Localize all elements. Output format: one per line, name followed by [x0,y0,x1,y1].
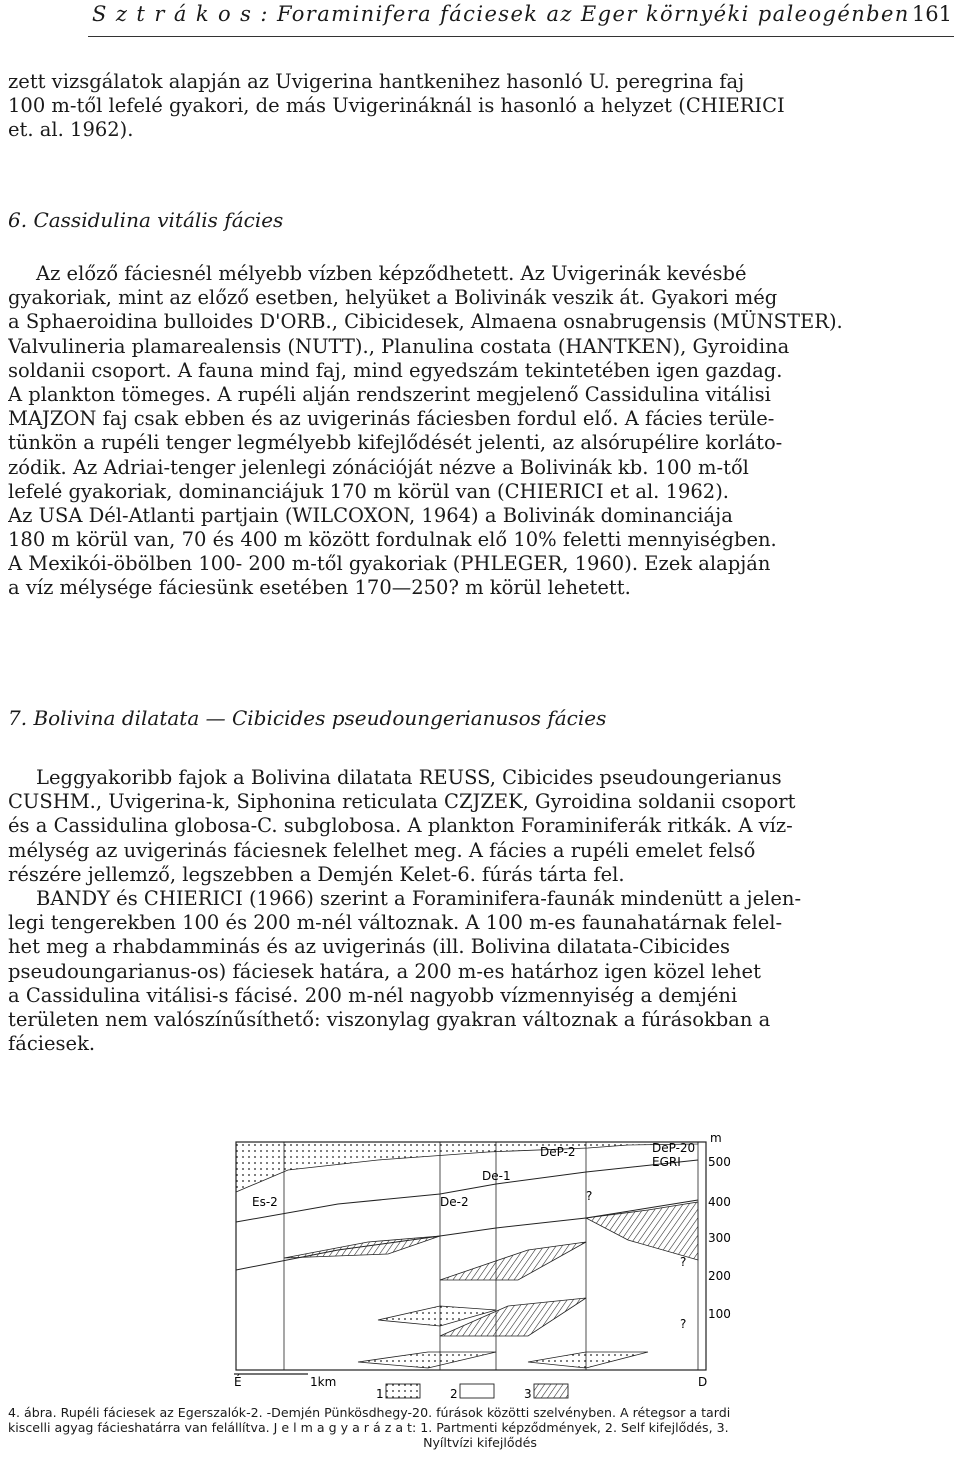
text-line: területen nem valószínűsíthető: viszonylag gyakran változnak a fúrásokban a [8,1007,771,1031]
text-line: gyakoriak, mint az előző esetben, helyüket a Bolivinák veszik át. Gyakori még [8,286,778,310]
running-header [92,2,952,32]
well-label: De-1 [482,1169,511,1183]
text-line: fáciesek. [8,1032,96,1056]
text-line: Az USA Dél-Atlanti partjain (WILCOXON, 1964) a Bolivinák dominanciája [8,503,733,527]
section-7-heading: 7. Bolivina dilatata — Cibicides pseudoungerianusos fácies [8,706,607,730]
text-line: 100 m-től lefelé gyakori, de más Uvigerináknál is hasonló a helyzet (CHIERICI [8,94,785,118]
depth-tick: 400 [708,1195,731,1209]
text-line: mélység az uvigerinás fáciesnek felelhet meg. A fácies a rupéli emelet felső [8,838,756,862]
uncertain-mark: ? [586,1189,593,1203]
well-label: DeP-2 [540,1145,576,1159]
text-line: Az előző fáciesnél mélyebb vízben képződhetett. Az Uvigerinák kevésbé [36,262,747,285]
text-line: MAJZON faj csak ebben és az uvigerinás fáciesben fordul elő. A fácies terüle- [8,407,775,431]
open-water-facies-wedge [586,1202,698,1260]
text-line: soldanii csoport. A fauna mind faj, mind egyedszám tekintetében igen gazdag. [8,358,783,382]
nearshore-facies-wedge [358,1352,496,1368]
caption-line: Nyíltvízi kifejlődés [423,1435,537,1450]
legend-number: 1 [376,1387,384,1400]
depth-tick: 500 [708,1155,731,1169]
text-line: pseudoungarianus-os) fáciesek határa, a 200 m-es határhoz igen közel lehet [8,959,761,983]
caption-line: kiscelli agyag fácieshatárra van felállítva. J e l m a g y a r á z a t: 1. Partmenti képződmények, 2. Self kifejlődés, 3. [8,1420,729,1435]
text-line: részére jellemző, legszebben a Demjén Kelet-6. fúrás tárta fel. [8,862,625,886]
section-6-paragraph [8,262,952,601]
depth-unit: m [710,1131,722,1145]
text-line: Leggyakoribb fajok a Bolivina dilatata REUSS, Cibicides pseudoungerianus [36,766,782,789]
depth-tick: 200 [708,1269,731,1283]
west-label: É [234,1375,242,1389]
text-line: lefelé gyakoriak, dominanciájuk 170 m körül van (CHIERICI et al. 1962). [8,479,730,503]
text-line: et. al. 1962). [8,118,134,142]
open-water-facies-wedge [440,1242,586,1280]
header-rule [88,36,954,37]
legend-number: 2 [450,1387,458,1400]
text-line: Valvulineria plamarealensis (NUTT)., Planulina costata (HANTKEN), Gyroidina [8,334,790,358]
well-label: Es-2 [252,1195,278,1209]
uncertain-mark: ? [680,1317,687,1331]
text-line: 180 m körül van, 70 és 400 m között fordulnak elő 10% feletti mennyiségben. [8,528,777,552]
text-line: zódik. Az Adriai-tenger jelenlegi zónációját nézve a Bolivinák kb. 100 m-től [8,455,749,479]
text-line: tünkön a rupéli tenger legmélyebb kifejlődését jelenti, az alsórupélire korláto- [8,431,783,455]
text-line: CUSHM., Uvigerina-k, Siphonina reticulata CZJZEK, Gyroidina soldanii csoport [8,790,796,814]
text-line: a víz mélysége fáciesünk esetében 170—250? m körül lehetett. [8,576,631,600]
text-line: a Sphaeroidina bulloides D'ORB., Cibicidesek, Almaena osnabrugensis (MÜNSTER). [8,310,843,334]
well-label: De-2 [440,1195,469,1209]
depth-tick: 100 [708,1307,731,1321]
uncertain-mark: ? [680,1255,687,1269]
section-6-heading: 6. Cassidulina vitális fácies [8,208,284,232]
section-7-paragraph [8,766,952,1056]
page-number: 161 [911,2,952,26]
cross-section-svg [228,1130,738,1400]
east-label: D [698,1375,708,1389]
legend-swatch-shelf [460,1384,494,1398]
text-line: zett vizsgálatok alapján az Uvigerina hantkenihez hasonló U. peregrina faj [8,70,745,93]
text-line: a Cassidulina vitálisi-s fácisé. 200 m-nél nagyobb vízmennyiség a demjéni [8,983,738,1007]
scale-label: 1km [310,1375,337,1389]
facies-cross-section-figure [228,1130,738,1400]
nearshore-facies-wedge [528,1352,648,1368]
text-line: BANDY és CHIERICI (1966) szerint a Foraminifera-faunák mindenütt a jelen- [36,886,802,910]
legend-swatch-open-water [534,1384,568,1398]
figure-caption [8,1405,952,1450]
legend-number: 3 [524,1387,532,1400]
caption-line: 4. ábra. Rupéli fáciesek az Egerszalók-2. -Demjén Pünkösdhegy-20. fúrások közötti szelvényben. A rétegsor a tardi [8,1405,731,1420]
running-title: S z t r á k o s : Foraminifera fáciesek az Eger környéki paleogénben [92,2,910,26]
text-line: het meg a rhabdamminás és az uvigerinás (ill. Bolivina dilatata-Cibicides [8,935,731,959]
depth-tick: 300 [708,1231,731,1245]
well-label: EGRI [652,1155,681,1169]
intro-paragraph [8,70,952,143]
open-water-facies-wedge [284,1236,440,1258]
legend-swatch-nearshore [386,1384,420,1398]
text-line: A Mexikói-öbölben 100- 200 m-től gyakoriak (PHLEGER, 1960). Ezek alapján [8,552,771,576]
well-label: DeP-20 [652,1141,696,1155]
text-line: és a Cassidulina globosa-C. subglobosa. A plankton Foraminiferák ritkák. A víz- [8,814,793,838]
text-line: legi tengerekben 100 és 200 m-nél változnak. A 100 m-es faunahatárnak felel- [8,911,783,935]
text-line: A plankton tömeges. A rupéli alján rendszerint megjelenő Cassidulina vitálisi [8,382,771,406]
